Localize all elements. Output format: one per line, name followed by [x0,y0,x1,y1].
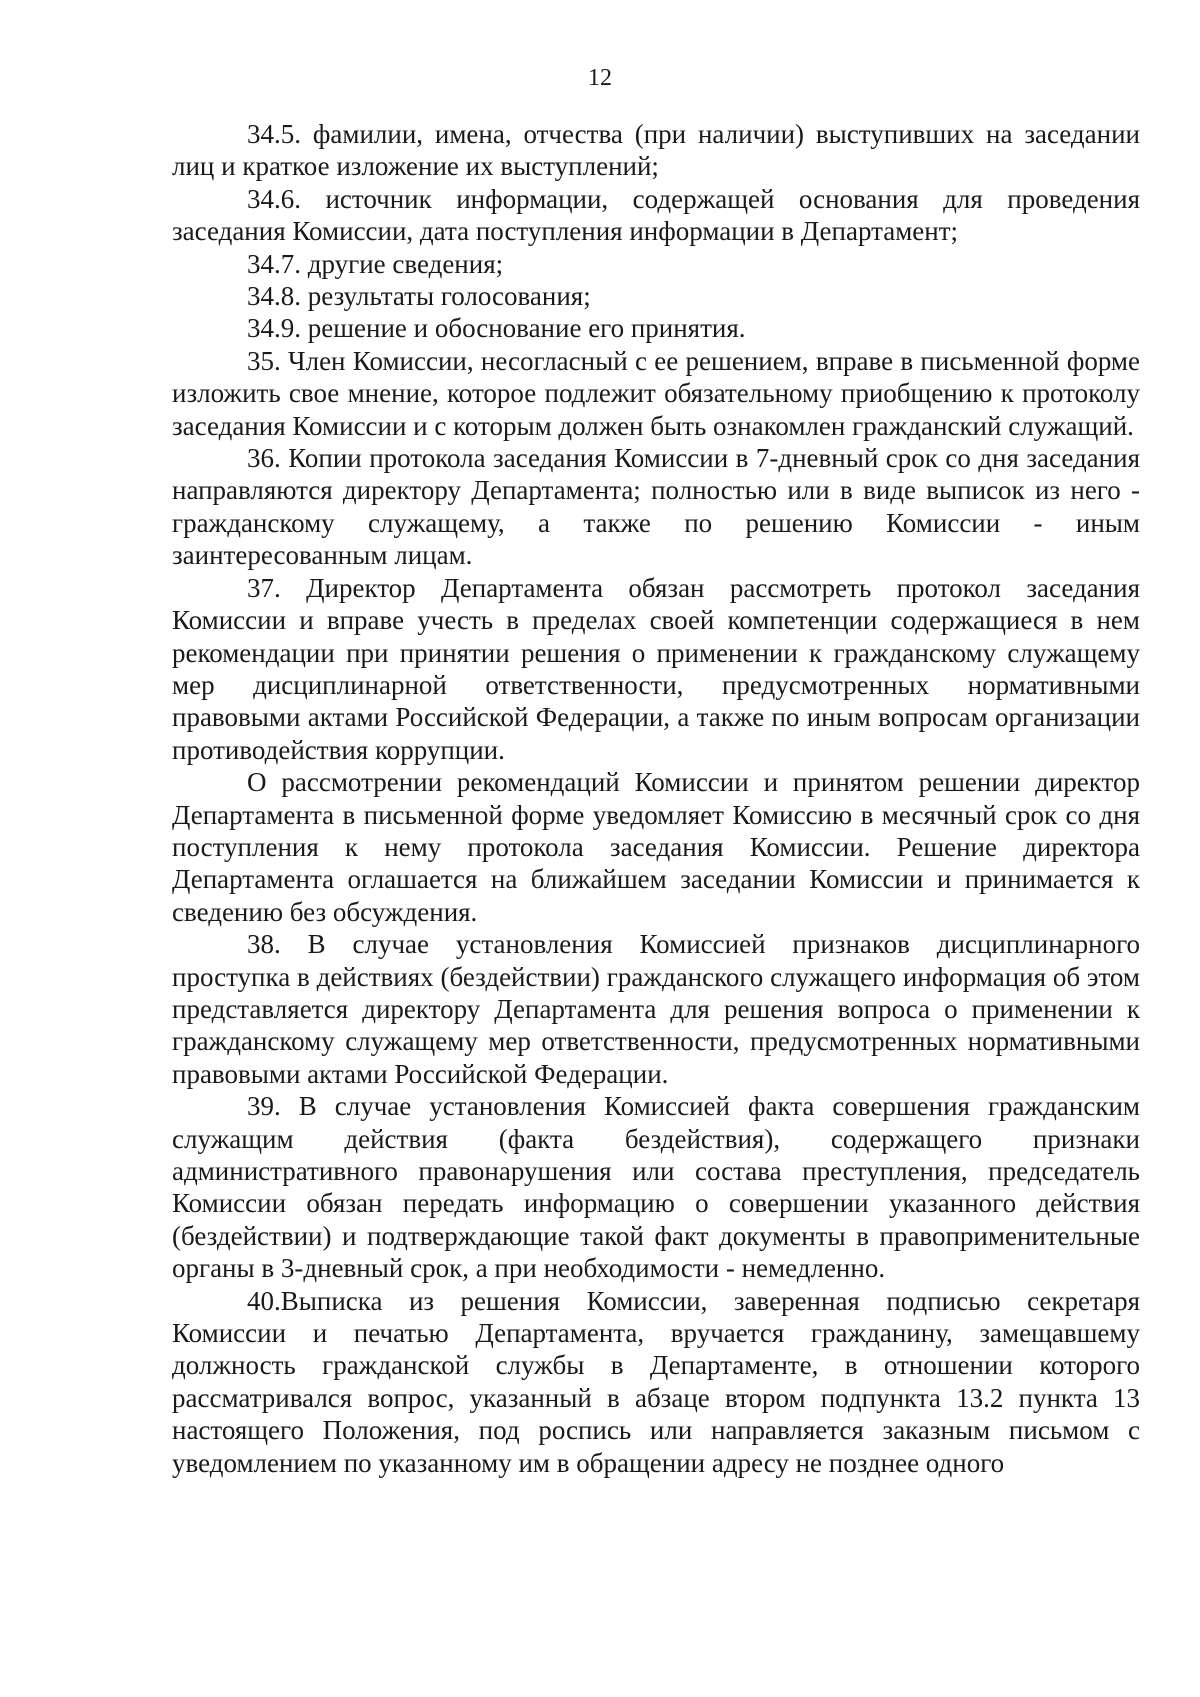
page-number: 12 [588,65,612,91]
paragraph-40: 40.Выписка из решения Комиссии, заверенная подписью секретаря Комиссии и печатью Департамента, вручается гражданину, замещавшему должность гражданской службы в Департаменте, в отношении которого рассматривался вопрос, указанный в абзаце втором подпункта 13.2 пункта 13 настоящего Положения, под роспись или направляется заказным письмом с уведомлением по указанному им в обращении адресу не позднее одного [172,1285,1140,1478]
paragraph-34-9: 34.9. решение и обоснование его принятия. [247,313,746,344]
paragraph-34-6: 34.6. источник информации, содержащей основания для проведения заседания Комиссии, дата поступления информации в Департамент; [172,183,1140,247]
paragraph-34-5: 34.5. фамилии, имена, отчества (при наличии) выступивших на заседании лиц и краткое изложение их выступлений; [172,119,1140,182]
paragraph-37-continued: О рассмотрении рекомендаций Комиссии и принятом решении директор Департамента в письменной форме уведомляет Комиссию в месячный срок со дня поступления к нему протокола заседания Комиссии. Решение директора Департамента оглашается на ближайшем заседании Комиссии и принимается к сведению без обсуждения. [172,767,1140,927]
paragraph-39: 39. В случае установления Комиссией факта совершения гражданским служащим действия (факта бездействия), содержащего признаки административного правонарушения или состава преступления, председатель Комиссии обязан передать информацию о совершении указанного действия (бездействии) и подтверждающие такой факт документы в правоприменительные органы в 3-дневный срок, а при необходимости - немедленно. [172,1091,1140,1284]
paragraph-37: 37. Директор Департамента обязан рассмотреть протокол заседания Комиссии и вправе учесть в пределах своей компетенции содержащиеся в нем рекомендации при принятии решения о применении к гражданскому служащему мер дисциплинарной ответственности, предусмотренных нормативными правовыми актами Российской Федерации, а также по иным вопросам организации противодействия коррупции. [172,572,1140,765]
paragraph-36: 36. Копии протокола заседания Комиссии в 7-дневный срок со дня заседания направляются директору Департамента; полностью или в виде выписок из него - гражданскому служащему, а также по решению Комиссии - иным заинтересованным лицам. [172,443,1140,571]
paragraph-35: 35. Член Комиссии, несогласный с ее решением, вправе в письменной форме изложить свое мнение, которое подлежит обязательному приобщению к протоколу заседания Комиссии и с которым должен быть ознакомлен гражданский служащий. [172,345,1140,441]
paragraph-34-8: 34.8. результаты голосования; [247,281,591,312]
document-body [172,118,1140,1479]
paragraph-34-7: 34.7. другие сведения; [247,248,504,279]
paragraph-38: 38. В случае установления Комиссией признаков дисциплинарного проступка в действиях (бездействии) гражданского служащего информация об этом представляется директору Департамента для решения вопроса о применении к гражданскому служащему мер ответственности, предусмотренных нормативными правовыми актами Российской Федерации. [172,929,1140,1089]
